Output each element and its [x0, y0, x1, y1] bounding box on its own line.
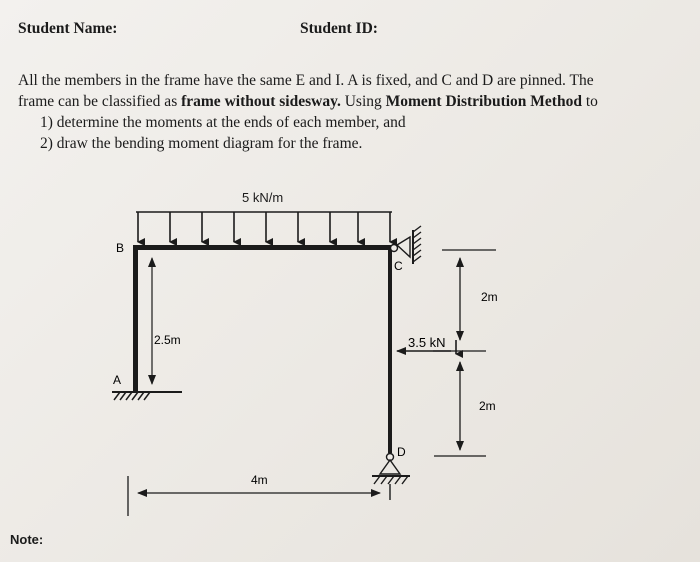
dimension-beam-label: 4m: [251, 473, 268, 487]
node-label-c: C: [394, 259, 403, 273]
frame-members: [133, 245, 395, 453]
problem-line-2: [18, 91, 690, 112]
note-label: Note:: [10, 532, 44, 547]
node-label-a: A: [113, 373, 122, 387]
member-ab: [133, 245, 138, 392]
distributed-load-label: 5 kN/m: [242, 190, 284, 205]
student-id-label: Student ID:: [300, 20, 378, 37]
member-bc: [133, 245, 395, 250]
node-label-d: D: [397, 445, 406, 459]
dimension-ab-label: 2.5m: [154, 333, 181, 347]
student-name-label: Student Name:: [18, 20, 118, 37]
problem-line-1: All the members in the frame have the same E and I. A is fixed, and C and D are pinned. The: [18, 72, 594, 89]
task-item-1: 1) determine the moments at the ends of each member, and: [40, 114, 406, 131]
task-item-2: 2) draw the bending moment diagram for the frame.: [40, 135, 363, 152]
frame-diagram: [0, 180, 700, 525]
method-emphasis: Moment Distribution Method: [385, 93, 582, 110]
dimension-lower-label: 2m: [479, 399, 496, 413]
dimension-cd: [433, 250, 496, 456]
problem-statement: [18, 70, 690, 112]
node-label-b: B: [116, 241, 125, 255]
point-load-label: 3.5 kN: [408, 335, 446, 350]
dimension-upper-label: 2m: [481, 290, 498, 304]
line2-prefix: frame can be classified as: [18, 93, 182, 110]
line2-suffix: to: [581, 93, 598, 110]
distributed-load: [136, 212, 392, 242]
line2-mid: Using: [340, 93, 386, 110]
frame-class-emphasis: frame without sidesway.: [181, 93, 341, 110]
task-list: [40, 112, 406, 154]
fixed-support-a: [112, 392, 182, 400]
member-cd: [388, 245, 392, 453]
